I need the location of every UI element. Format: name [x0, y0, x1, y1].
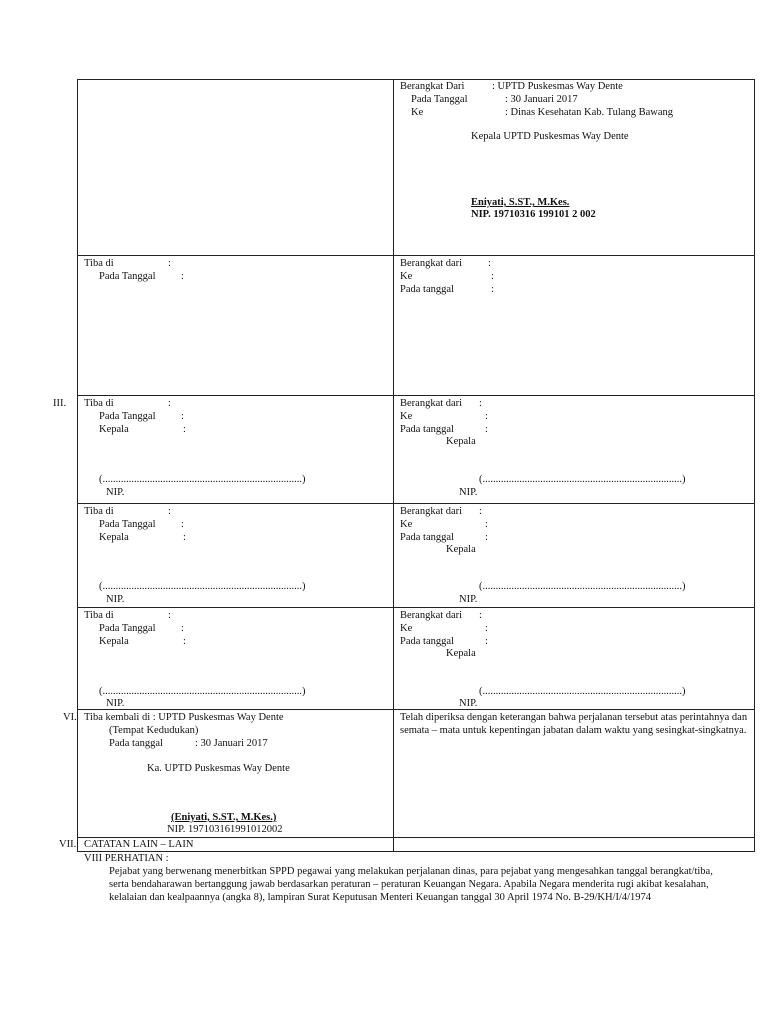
kepala-label: Kepala [99, 636, 129, 647]
colon: : [491, 271, 494, 282]
row-divider [77, 255, 755, 256]
table-border-middle [393, 79, 394, 852]
signature-line: (............................................................................) [99, 474, 306, 485]
colon: : [181, 519, 184, 530]
signature-line: (............................................................................) [99, 581, 306, 592]
signer-nip: NIP. 19710316 199101 2 002 [471, 209, 596, 220]
colon: : [168, 610, 171, 621]
row-divider [77, 395, 755, 396]
berangkat-dari-label: Berangkat dari [400, 258, 463, 269]
kepala-label: Kepala [99, 424, 129, 435]
nip-label: NIP. [459, 487, 478, 498]
colon: : [479, 398, 482, 409]
colon: : [485, 532, 488, 543]
tempat-kedudukan: (Tempat Kedudukan) [109, 725, 199, 736]
pada-tanggal-value: : 30 Januari 2017 [505, 94, 578, 105]
tiba-di-label: Tiba di [84, 258, 114, 269]
berangkat-dari-value: : UPTD Puskesmas Way Dente [492, 81, 623, 92]
row-divider [77, 851, 755, 852]
pada-tanggal-label: Pada Tanggal [99, 623, 156, 634]
row-divider [77, 503, 755, 504]
pada-tanggal-label: Pada Tanggal [99, 519, 156, 530]
signer-name: Eniyati, S.ST., M.Kes. [471, 197, 570, 208]
table-border-right [754, 79, 755, 852]
nip-label: NIP. [459, 594, 478, 605]
row-number-vii: VII. [59, 839, 77, 850]
row-number-vi: VI. [63, 712, 77, 723]
ke-label: Ke [400, 519, 413, 530]
signature-line: (............................................................................) [479, 581, 686, 592]
colon: : [181, 271, 184, 282]
colon: : [479, 506, 482, 517]
colon: : [183, 424, 186, 435]
pada-tanggal-label: Pada tanggal [400, 284, 454, 295]
pada-tanggal-label: Pada tanggal [400, 636, 454, 647]
nip-label: NIP. [106, 487, 125, 498]
colon: : [485, 411, 488, 422]
table-border-left [77, 79, 78, 852]
verification-statement: Telah diperiksa dengan keterangan bahwa perjalanan tersebut atas perintahnya dan semata – mata untuk kepentingan jabatan dalam waktu yang sesingkat-singkatnya. [400, 712, 748, 736]
kepala-label: Kepala [99, 532, 129, 543]
ke-label: Ke [411, 107, 424, 118]
catatan-lain-heading: CATATAN LAIN – LAIN [84, 839, 194, 850]
berangkat-dari-label: Berangkat Dari [400, 81, 465, 92]
pada-tanggal-value: : 30 Januari 2017 [195, 738, 268, 749]
kepala-label: Kepala [446, 648, 476, 659]
pada-tanggal-label: Pada Tanggal [99, 411, 156, 422]
colon: : [491, 284, 494, 295]
colon: : [168, 506, 171, 517]
colon: : [488, 258, 491, 269]
colon: : [485, 424, 488, 435]
tiba-kembali-line: Tiba kembali di : UPTD Puskesmas Way Dente [84, 712, 284, 723]
ke-label: Ke [400, 411, 413, 422]
berangkat-dari-label: Berangkat dari [400, 398, 463, 409]
colon: : [168, 258, 171, 269]
nip-label: NIP. [459, 698, 478, 709]
colon: : [183, 636, 186, 647]
colon: : [485, 636, 488, 647]
pada-tanggal-label: Pada tanggal [109, 738, 163, 749]
pada-tanggal-label: Pada tanggal [400, 424, 454, 435]
ka-title: Ka. UPTD Puskesmas Way Dente [147, 763, 290, 774]
signer-nip: NIP. 197103161991012002 [167, 824, 283, 835]
pada-tanggal-label: Pada tanggal [400, 532, 454, 543]
row-divider [77, 709, 755, 710]
ke-label: Ke [400, 271, 413, 282]
kepala-label: Kepala [446, 544, 476, 555]
berangkat-dari-label: Berangkat dari [400, 506, 463, 517]
colon: : [485, 623, 488, 634]
nip-label: NIP. [106, 594, 125, 605]
row-divider [77, 607, 755, 608]
tiba-di-label: Tiba di [84, 398, 114, 409]
perhatian-paragraph: Pejabat yang berwenang menerbitkan SPPD pegawai yang melakukan perjalanan dinas, para pejabat yang mengesahkan tanggal berangkat/tiba, serta bendaharawan bertanggung jawab berdasarkan peraturan – peraturan Keuangan Negara. Apabila Negara menderita rugi akibat kesalahan, kelalaian dan kealpaannya (angka 8), lampiran Surat Keputusan Menteri Keuangan tanggal 30 April 1974 No. B-29/KH/I/4/1974 [109, 866, 713, 903]
kepala-label: Kepala [446, 436, 476, 447]
berangkat-dari-label: Berangkat dari [400, 610, 463, 621]
pada-tanggal-label: Pada Tanggal [411, 94, 468, 105]
tiba-di-label: Tiba di [84, 506, 114, 517]
signature-line: (............................................................................) [479, 474, 686, 485]
signer-name: (Eniyati, S.ST., M.Kes.) [171, 812, 277, 823]
colon: : [181, 411, 184, 422]
colon: : [168, 398, 171, 409]
signature-line: (............................................................................) [479, 686, 686, 697]
signature-line: (............................................................................) [99, 686, 306, 697]
row-number-iii: III. [53, 398, 67, 409]
pada-tanggal-label: Pada Tanggal [99, 271, 156, 282]
colon: : [485, 519, 488, 530]
ke-label: Ke [400, 623, 413, 634]
perhatian-heading: VIII PERHATIAN : [84, 853, 169, 864]
nip-label: NIP. [106, 698, 125, 709]
colon: : [181, 623, 184, 634]
ke-value: : Dinas Kesehatan Kab. Tulang Bawang [505, 107, 673, 118]
kepala-title: Kepala UPTD Puskesmas Way Dente [471, 131, 629, 142]
colon: : [183, 532, 186, 543]
tiba-di-label: Tiba di [84, 610, 114, 621]
colon: : [479, 610, 482, 621]
